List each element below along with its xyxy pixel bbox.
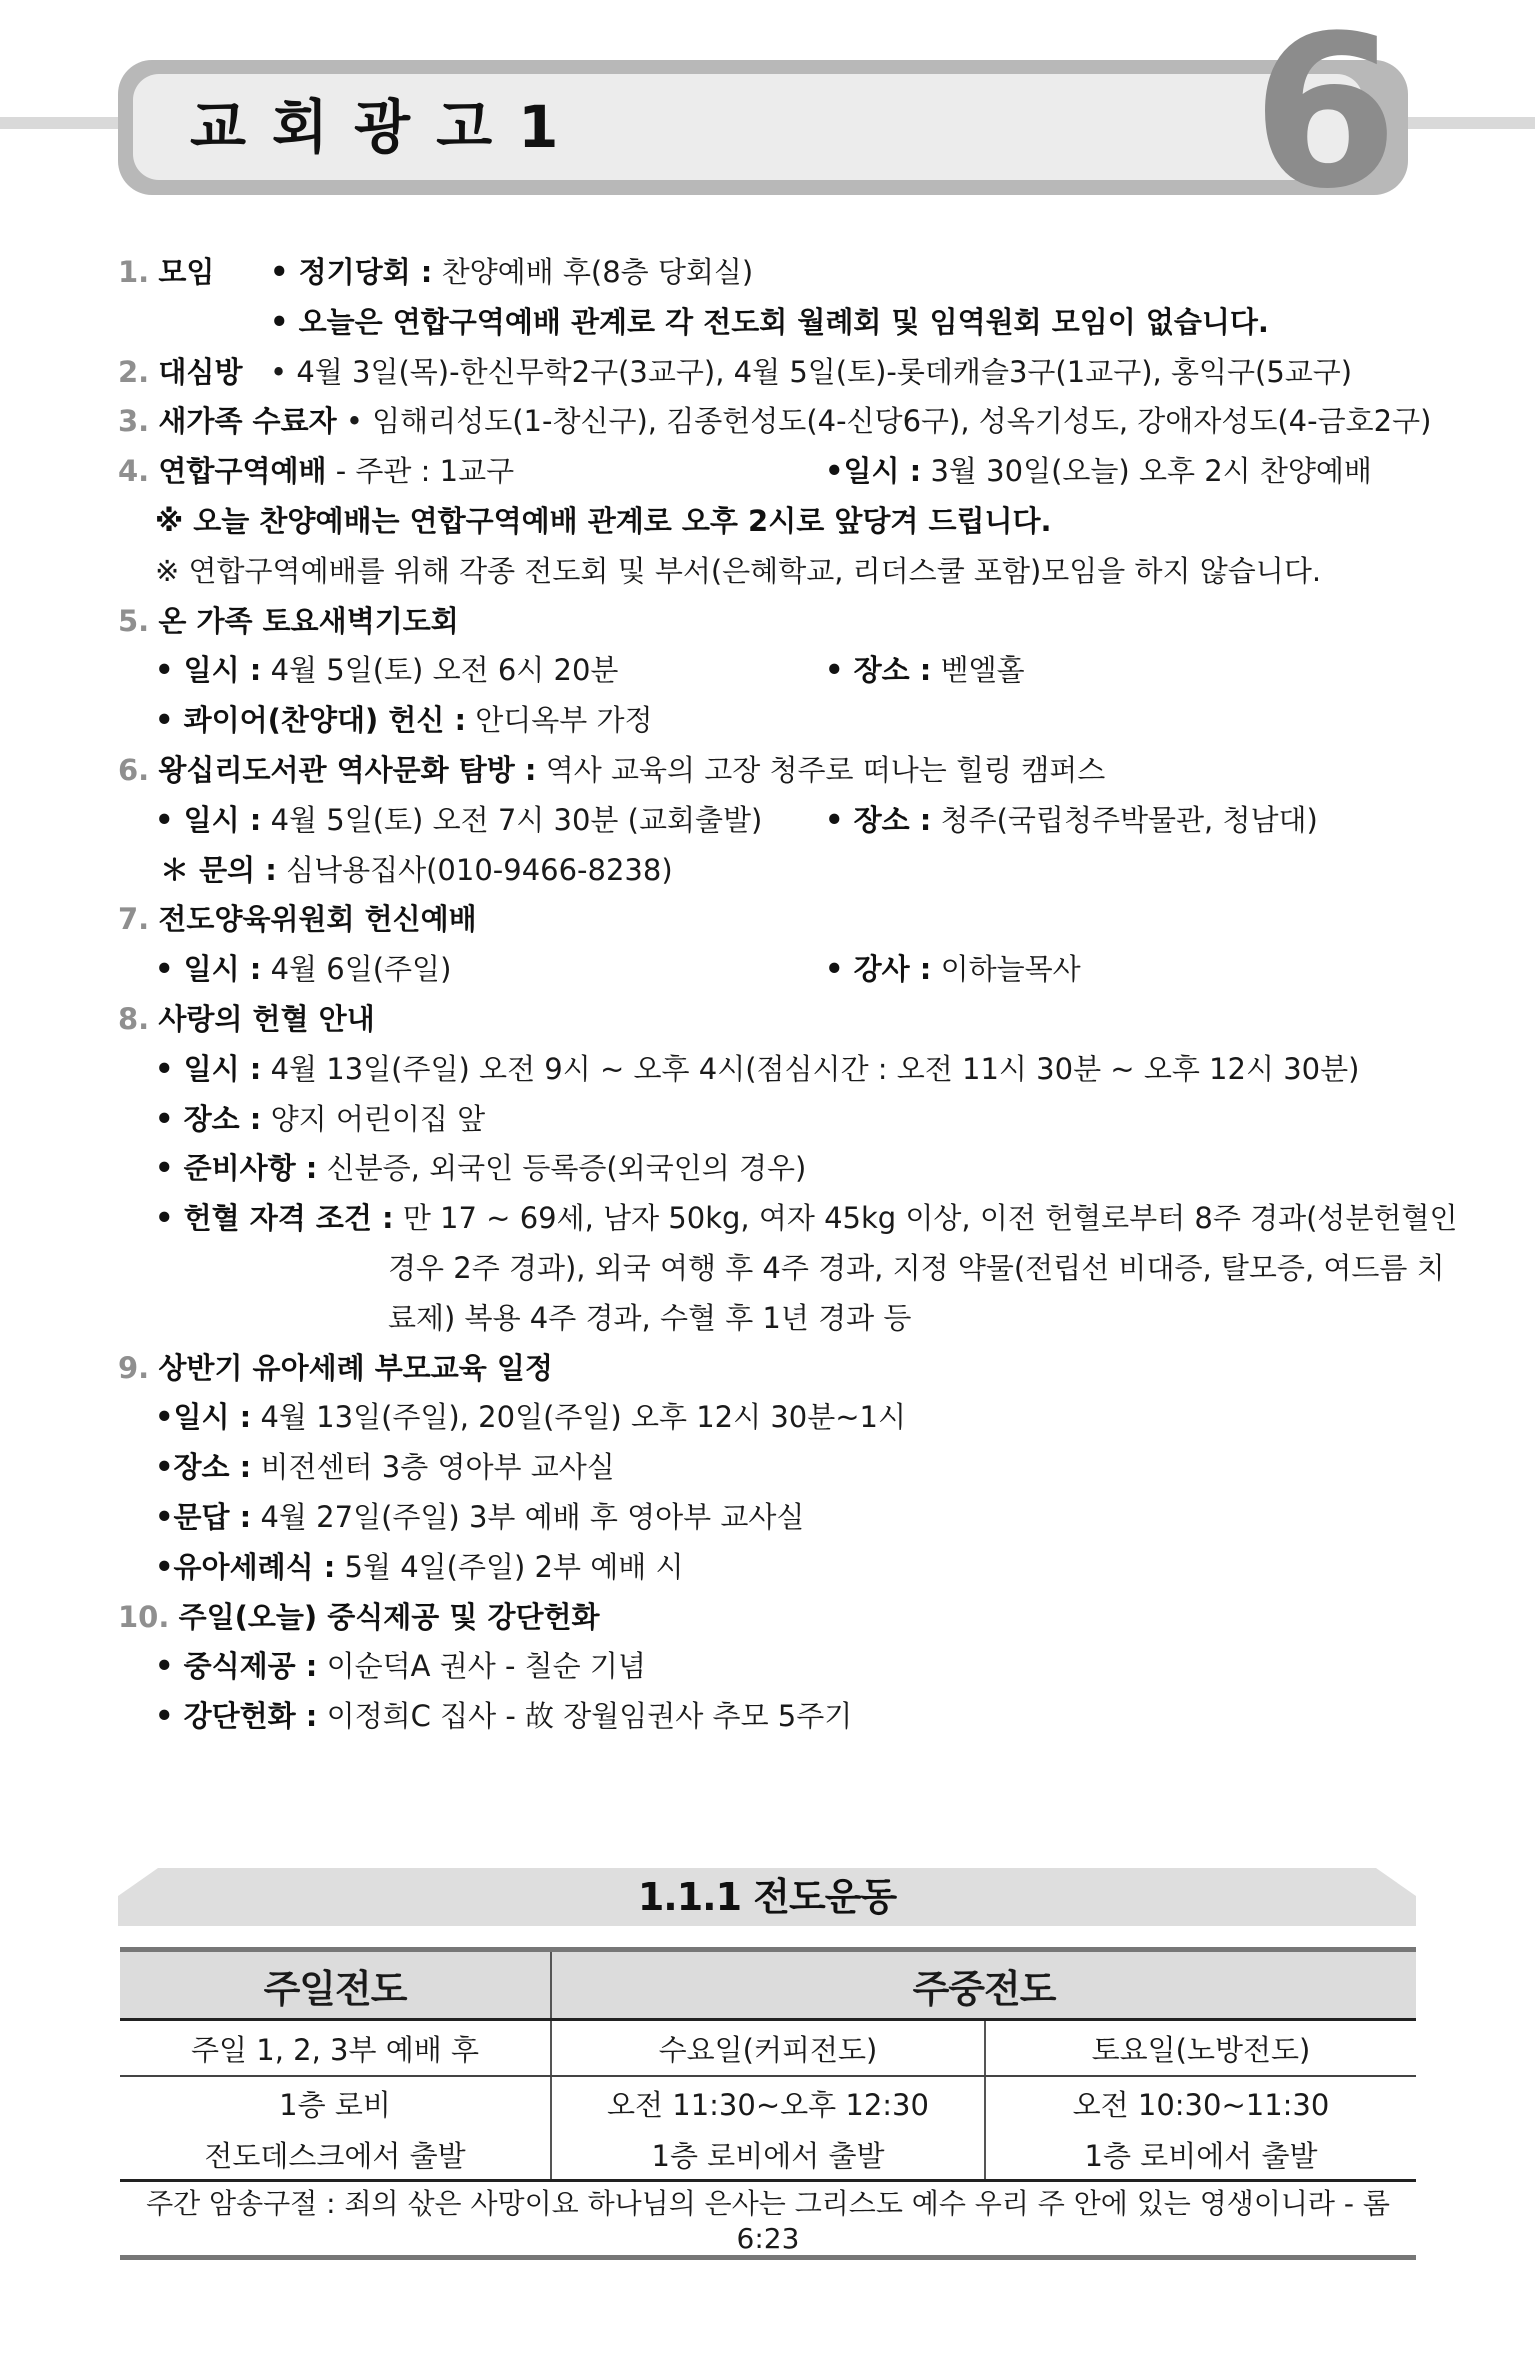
saturday-label: 토요일(노방전도) <box>985 2020 1416 2077</box>
saturday-time: 오전 10:30~11:30 <box>1072 2087 1330 2122</box>
announcements <box>0 248 1535 1742</box>
announcement-5: 5. 온 가족 토요새벽기도회 <box>118 603 459 638</box>
announcement-2: 2. 대심방 • 4월 3일(목)-한신무학2구(3교구), 4월 5일(토)-롯데캐슬3구(1교구), 홍익구(5교구) <box>118 354 1353 389</box>
announcement-8-detail-4: • 헌혈 자격 조건 : 만 17 ~ 69세, 남자 50kg, 여자 45kg 이상, 이전 헌혈로부터 8주 경과(성분헌혈인 <box>155 1201 1458 1236</box>
evangelism-table <box>120 1947 1416 2260</box>
announcement-9-detail-4: •유아세례식 : 5월 4일(주일) 2부 예배 시 <box>155 1549 684 1584</box>
announcement-10-detail-1: • 중식제공 : 이순덕A 권사 - 칠순 기념 <box>155 1649 646 1684</box>
announcement-6: 6. 왕십리도서관 역사문화 탐방 : 역사 교육의 고장 청주로 떠나는 힐링 캠퍼스 <box>118 752 1106 787</box>
sunday-heading: 주일전도 <box>120 1950 551 2020</box>
announcement-9-detail-1: •일시 : 4월 13일(주일), 20일(주일) 오후 12시 30분~1시 <box>155 1400 907 1435</box>
sunday-place-1: 1층 로비 <box>120 2076 551 2129</box>
announcement-8-detail-1: • 일시 : 4월 13일(주일) 오전 9시 ~ 오후 4시(점심시간 : 오전 11시 30분 ~ 오후 12시 30분) <box>155 1051 1360 1086</box>
announcement-5-detail-1: • 일시 : 4월 5일(토) 오전 6시 20분 • 장소 : 벧엘홀 <box>155 653 1025 688</box>
weekly-verse: 주간 암송구절 : 죄의 삯은 사망이요 하나님의 은사는 그리스도 예수 우리 주 안에 있는 영생이니라 - 롬 6:23 <box>120 2181 1416 2258</box>
announcement-6-detail-2: ＊ 문의 : 심낙용집사(010-9466-8238) <box>160 852 673 887</box>
wednesday-label: 수요일(커피전도) <box>551 2020 985 2077</box>
weekday-heading: 주중전도 <box>551 1950 1416 2020</box>
announcement-5-detail-2: • 콰이어(찬양대) 헌신 : 안디옥부 가정 <box>155 703 653 738</box>
sunday-time: 주일 1, 2, 3부 예배 후 <box>120 2020 551 2077</box>
announcement-8: 8. 사랑의 헌혈 안내 <box>118 1001 375 1036</box>
announcement-4-note-2: ※ 연합구역예배를 위해 각종 전도회 및 부서(은혜학교, 리더스쿨 포함)모임을 하지 않습니다. <box>155 553 1322 588</box>
announcement-4-note-1: ※ 오늘 찬양예배는 연합구역예배 관계로 오후 2시로 앞당겨 드립니다. <box>155 503 1052 538</box>
page-title: 교회광고1 <box>190 93 585 161</box>
announcement-3: 3. 새가족 수료자 • 임해리성도(1-창신구), 김종헌성도(4-신당6구), 성옥기성도, 강애자성도(4-금호2구) <box>118 404 1432 439</box>
announcement-7: 7. 전도양육위원회 헌신예배 <box>118 902 477 937</box>
wednesday-time: 오전 11:30~오후 12:30 <box>551 2076 985 2129</box>
announcement-9: 9. 상반기 유아세례 부모교육 일정 <box>118 1350 553 1385</box>
announcement-8-detail-4-cont-2: 료제) 복용 4주 경과, 수혈 후 1년 경과 등 <box>388 1300 912 1335</box>
announcement-4: 4. 연합구역예배 - 주관 : 1교구 •일시 : 3월 30일(오늘) 오후 2시 찬양예배 <box>118 454 1372 489</box>
sunday-place-2: 전도데스크에서 출발 <box>120 2129 551 2181</box>
wednesday-place: 1층 로비에서 출발 <box>551 2129 985 2181</box>
announcement-8-detail-3: • 준비사항 : 신분증, 외국인 등록증(외국인의 경우) <box>155 1151 807 1186</box>
announcement-1: 1. 모임 • 정기당회 : 찬양예배 후(8층 당회실) <box>118 255 754 289</box>
announcement-9-detail-3: •문답 : 4월 27일(주일) 3부 예배 후 영아부 교사실 <box>155 1499 805 1534</box>
saturday-place: 1층 로비에서 출발 <box>1084 2138 1318 2173</box>
announcement-6-detail-1: • 일시 : 4월 5일(토) 오전 7시 30분 (교회출발) • 장소 : 청주(국립청주박물관, 청남대) <box>155 802 1318 837</box>
announcement-9-detail-2: •장소 : 비전센터 3층 영아부 교사실 <box>155 1450 615 1485</box>
announcement-1-note: • 오늘은 연합구역예배 관계로 각 전도회 월례회 및 임역원회 모임이 없습니다. <box>270 304 1269 339</box>
page-number: 6 <box>1252 0 1393 235</box>
announcement-7-detail: • 일시 : 4월 6일(주일) • 강사 : 이하늘목사 <box>155 952 1081 987</box>
announcement-8-detail-4-cont-1: 경우 2주 경과), 외국 여행 후 4주 경과, 지정 약물(전립선 비대증, 탈모증, 여드름 치 <box>388 1250 1445 1285</box>
section-title: 1.1.1 전도운동 <box>637 1875 897 1919</box>
announcement-10: 10. 주일(오늘) 중식제공 및 강단헌화 <box>118 1599 600 1634</box>
announcement-10-detail-2: • 강단헌화 : 이정희C 집사 - 故 장월임권사 추모 5주기 <box>155 1699 853 1734</box>
announcement-8-detail-2: • 장소 : 양지 어린이집 앞 <box>155 1101 486 1136</box>
